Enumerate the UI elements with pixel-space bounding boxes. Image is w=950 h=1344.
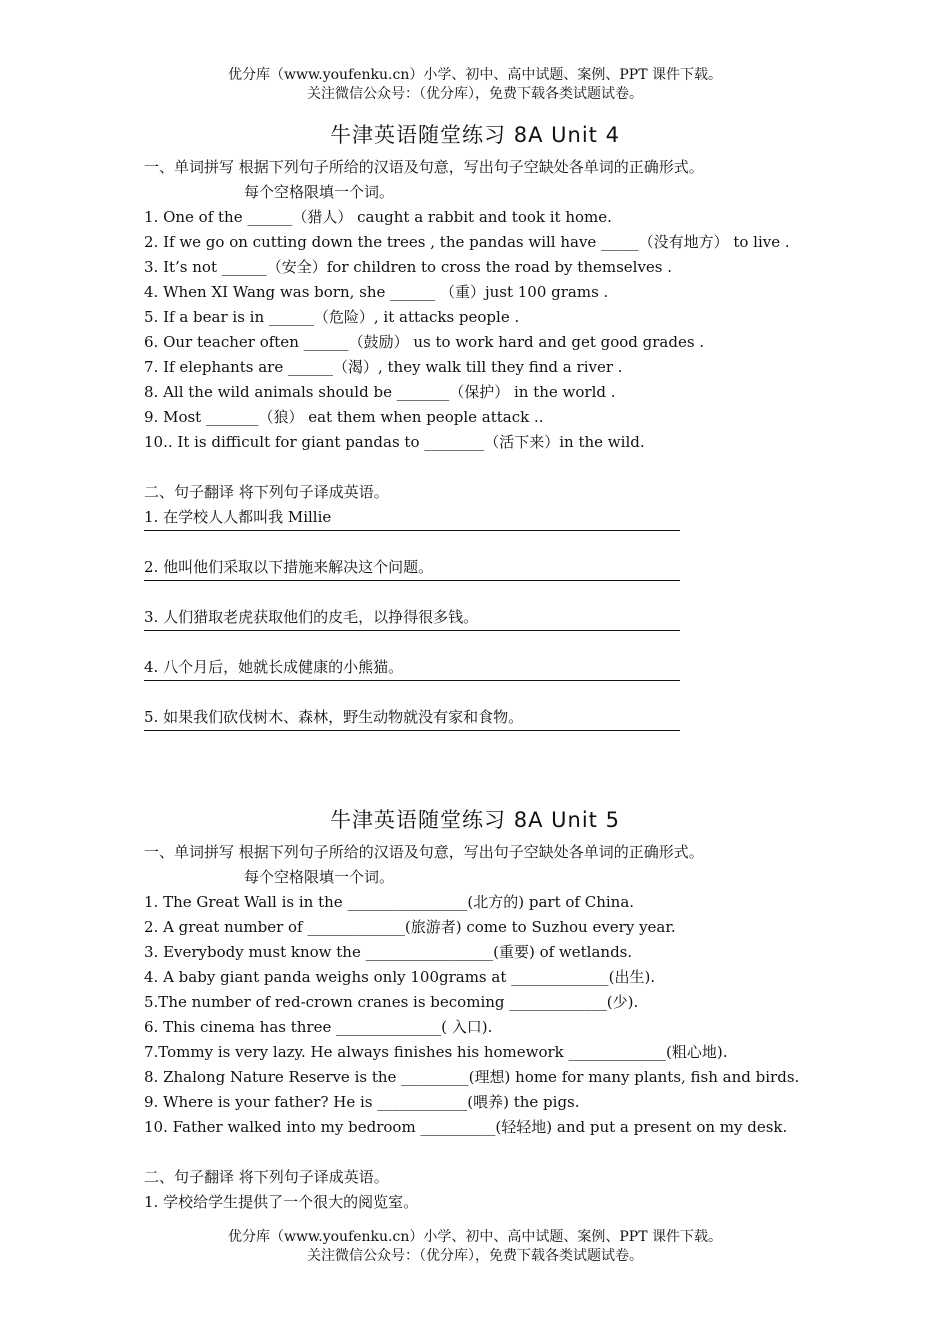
unit4-translate-2: 2. 他叫他们采取以下措施来解决这个问题。: [144, 557, 434, 576]
unit4-item-5: 5. If a bear is in ______（危险）, it attacks people .: [144, 308, 520, 326]
unit5-item-4: 4. A baby giant panda weighs only 100grams at _____________(出生).: [144, 968, 656, 986]
unit4-item-2: 2. If we go on cutting down the trees , the pandas will have _____（没有地方） to live .: [144, 233, 790, 251]
unit5-item-7: 7.Tommy is very lazy. He always finishes his homework _____________(粗心地).: [144, 1043, 728, 1061]
unit5-item-5: 5.The number of red-crown cranes is becoming _____________(少).: [144, 993, 639, 1011]
unit4-item-3: 3. It’s not ______（安全）for children to cross the road by themselves .: [144, 258, 673, 276]
page-footer: [0, 1228, 950, 1266]
unit5-part2-heading: 二、句子翻译 将下列句子译成英语。: [144, 1167, 389, 1186]
header-line-2: 关注微信公众号：（优分库），免费下载各类试题试卷。: [307, 86, 643, 102]
unit5-item-3: 3. Everybody must know the _________________(重要) of wetlands.: [144, 943, 633, 961]
unit4-part1-heading: 一、单词拼写 根据下列句子所给的汉语及句意，写出句子空缺处各单词的正确形式。: [144, 158, 704, 176]
unit4-item-10: 10.. It is difficult for giant pandas to ________（活下来）in the wild.: [144, 433, 645, 451]
unit4-title: 牛津英语随堂练习 8A Unit 4: [330, 123, 620, 147]
answer-line[interactable]: [144, 730, 784, 755]
unit4-part1-sub: 每个空格限填一个词。: [244, 183, 395, 201]
unit4-item-8: 8. All the wild animals should be _______（保护） in the world .: [144, 383, 616, 401]
unit5-part1-heading: 一、单词拼写 根据下列句子所给的汉语及句意，写出句子空缺处各单词的正确形式。: [144, 843, 704, 861]
unit5-item-10: 10. Father walked into my bedroom __________(轻轻地) and put a present on my desk.: [144, 1118, 788, 1136]
unit4-item-9: 9. Most _______（狼） eat them when people attack ..: [144, 408, 544, 426]
footer-line-1: 优分库（www.youfenku.cn）小学、初中、高中试题、案例、PPT 课件下载。: [227, 1229, 722, 1245]
unit5-part1-sub: 每个空格限填一个词。: [244, 868, 395, 886]
unit4-translate-3: 3. 人们猎取老虎获取他们的皮毛，以挣得很多钱。: [144, 607, 479, 626]
unit4-translate-5: 5. 如果我们砍伐树木、森林，野生动物就没有家和食物。: [144, 707, 524, 726]
header-line-1: 优分库（www.youfenku.cn）小学、初中、高中试题、案例、PPT 课件下载。: [227, 67, 722, 83]
unit4-item-4: 4. When XI Wang was born, she ______ （重）just 100 grams .: [144, 283, 609, 301]
unit5-item-6: 6. This cinema has three ______________( 入口).: [144, 1018, 493, 1036]
unit4-translate-4: 4. 八个月后，她就长成健康的小熊猫。: [144, 657, 404, 676]
page-header: [0, 66, 950, 104]
unit4-part2-heading: 二、句子翻译 将下列句子译成英语。: [144, 482, 389, 501]
unit5-title: 牛津英语随堂练习 8A Unit 5: [330, 808, 620, 832]
unit5-section: [144, 806, 800, 1215]
unit5-item-9: 9. Where is your father? He is ____________(喂养) the pigs.: [144, 1093, 580, 1111]
footer-line-2: 关注微信公众号：（优分库），免费下载各类试题试卷。: [307, 1248, 643, 1264]
unit4-translate-1: 1. 在学校人人都叫我 Millie: [144, 507, 332, 526]
answer-line[interactable]: [144, 680, 784, 705]
answer-line[interactable]: [144, 630, 784, 655]
unit5-translate-1: 1. 学校给学生提供了一个很大的阅览室。: [144, 1192, 419, 1211]
unit4-section: [144, 121, 790, 755]
unit5-item-8: 8. Zhalong Nature Reserve is the _________(理想) home for many plants, fish and birds.: [144, 1068, 800, 1086]
unit5-item-2: 2. A great number of _____________(旅游者) come to Suzhou every year.: [144, 918, 676, 936]
unit4-item-1: 1. One of the ______（猎人） caught a rabbit and took it home.: [144, 208, 612, 226]
unit5-item-1: 1. The Great Wall is in the ________________(北方的) part of China.: [144, 893, 635, 911]
unit4-item-7: 7. If elephants are ______（渴）, they walk till they find a river .: [144, 358, 623, 376]
unit4-item-6: 6. Our teacher often ______（鼓励） us to work hard and get good grades .: [144, 333, 705, 351]
answer-line[interactable]: [144, 530, 784, 555]
answer-line[interactable]: [144, 580, 784, 605]
